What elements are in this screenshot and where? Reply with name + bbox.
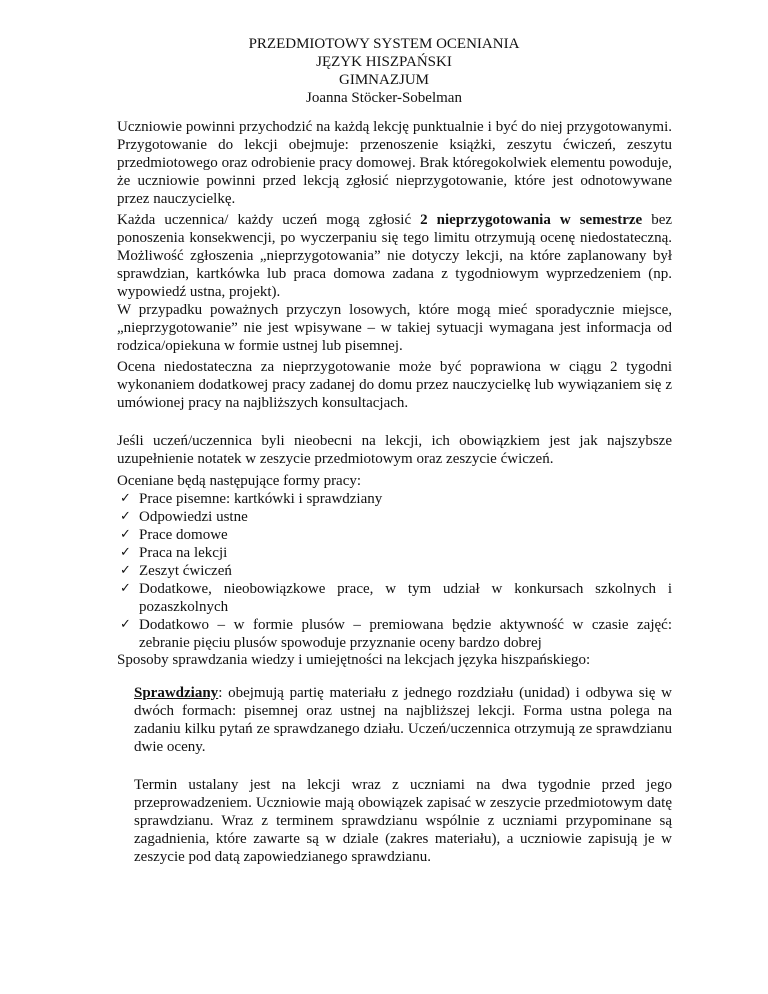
text-run: : obejmują partię materiału z jednego rozdziału (unidad) i odbywa się w dwóch formach: pisemnej oraz ustnej na najbliższej lekcji. Forma ustna polega na zadaniu kilku pytań ze sprawdzanego działu. Uczeń/uczennica otrzymują ze sprawdzianu dwie oceny.: [134, 685, 672, 755]
list-item: [117, 526, 672, 544]
checkmark-icon: ✓: [120, 581, 131, 596]
checkmark-icon: ✓: [120, 545, 131, 560]
paragraph-grade-correction: [117, 358, 672, 412]
document-header: [0, 35, 768, 107]
list-item: [117, 490, 672, 508]
paragraph-absence: [117, 432, 672, 468]
checkmark-icon: ✓: [120, 509, 131, 524]
list-item-text: Prace domowe: [139, 527, 228, 543]
paragraph-text: Sposoby sprawdzania wiedzy i umiejętności na lekcjach języka hiszpańskiego:: [117, 652, 591, 668]
paragraph-tests: [134, 684, 672, 756]
list-item: [117, 562, 672, 580]
paragraph-text: Uczniowie powinni przychodzić na każdą lekcję punktualnie i być do niej przygotowanymi. Przygotowanie do lekcji obejmuje: przenoszenie książki, zeszytu ćwiczeń, zeszytu przedmiotowego oraz odrobienie pracy domowej. Brak któregokolwiek elementu powoduje, że uczniowie powinni przed lekcją zgłosić nieprzygotowanie, które jest odnotowywane przez nauczycielkę.: [117, 119, 672, 207]
paragraph-text: Termin ustalany jest na lekcji wraz z uczniami na dwa tygodnie przed jego przeprowadzeniem. Uczniowie mają obowiązek zapisać w zeszycie przedmiotowym datę sprawdzianu. Wraz z terminem sprawdzianu wspólnie z uczniami przypominane są zagadnienia, które zawarte są w dziale (zakres materiału), a uczniowie zapisują je w zeszycie pod datą zapowiedzianego sprawdzianu.: [134, 777, 672, 865]
paragraph-text: [117, 211, 672, 301]
list-item-text: Dodatkowe, nieobowiązkowe prace, w tym udział w konkursach szkolnych i pozaszkolnych: [139, 581, 672, 615]
paragraph-assessed-work: [117, 472, 672, 652]
list-item-text: Odpowiedzi ustne: [139, 509, 248, 525]
paragraph-text: [134, 684, 672, 756]
checkmark-icon: ✓: [120, 617, 131, 632]
list-item-text: Zeszyt ćwiczeń: [139, 563, 232, 579]
paragraph-unpreparedness: [117, 211, 672, 355]
list-intro: Oceniane będą następujące formy pracy:: [117, 473, 362, 489]
list-item-text: Prace pisemne: kartkówki i sprawdziany: [139, 491, 383, 507]
paragraph-text: W przypadku poważnych przyczyn losowych, które mogą mieć sporadycznie miejsce, „nieprzygotowanie” nie jest wpisywane – w takiej sytuacji wymagana jest informacja od rodzica/opiekuna w formie ustnej lub pisemnej.: [117, 302, 672, 354]
paragraph-test-scheduling: [134, 776, 672, 866]
term-sprawdziany: Sprawdziany: [134, 685, 219, 701]
paragraph-text: Ocena niedostateczna za nieprzygotowanie może być poprawiona w ciągu 2 tygodni wykonaniem dodatkowej pracy zadanej do domu przez nauczycielkę lub wywiązaniem się z umówionej pracy na najbliższych konsultacjach.: [117, 359, 672, 411]
paragraph-methods-intro: [117, 651, 672, 669]
header-author: Joanna Stöcker-Sobelman: [306, 90, 462, 106]
list-item-text: Praca na lekcji: [139, 545, 228, 561]
header-school-level: GIMNAZJUM: [339, 72, 429, 88]
text-run: bez ponoszenia konsekwencji, po wyczerpaniu się tego limitu otrzymują ocenę niedostateczną. Możliwość zgłoszenia „nieprzygotowania” nie dotyczy lekcji, na które zaplanowany był sprawdzian, kartkówka lub praca domowa zadana z tygodniowym wyprzedzeniem (np. wypowiedź ustna, projekt).: [117, 212, 673, 300]
checkmark-icon: ✓: [120, 491, 131, 506]
assessed-work-list: [117, 490, 672, 652]
header-title: PRZEDMIOTOWY SYSTEM OCENIANIA: [248, 36, 520, 52]
bold-limit-text: 2 nieprzygotowania w semestrze: [420, 212, 643, 228]
list-item: [117, 580, 672, 616]
checkmark-icon: ✓: [120, 563, 131, 578]
checkmark-icon: ✓: [120, 527, 131, 542]
text-run: Każda uczennica/ każdy uczeń mogą zgłosić: [117, 212, 421, 228]
paragraph-preparation: [117, 118, 672, 208]
header-subject: JĘZYK HISZPAŃSKI: [316, 54, 452, 70]
paragraph-text: Jeśli uczeń/uczennica byli nieobecni na lekcji, ich obowiązkiem jest jak najszybsze uzupełnienie notatek w zeszycie przedmiotowym oraz zeszycie ćwiczeń.: [117, 433, 672, 467]
list-item: [117, 616, 672, 652]
list-item-text: Dodatkowo – w formie plusów – premiowana będzie aktywność w czasie zajęć: zebranie pięciu plusów spowoduje przyznanie oceny bardzo dobrej: [139, 617, 672, 651]
list-item: [117, 544, 672, 562]
list-item: [117, 508, 672, 526]
